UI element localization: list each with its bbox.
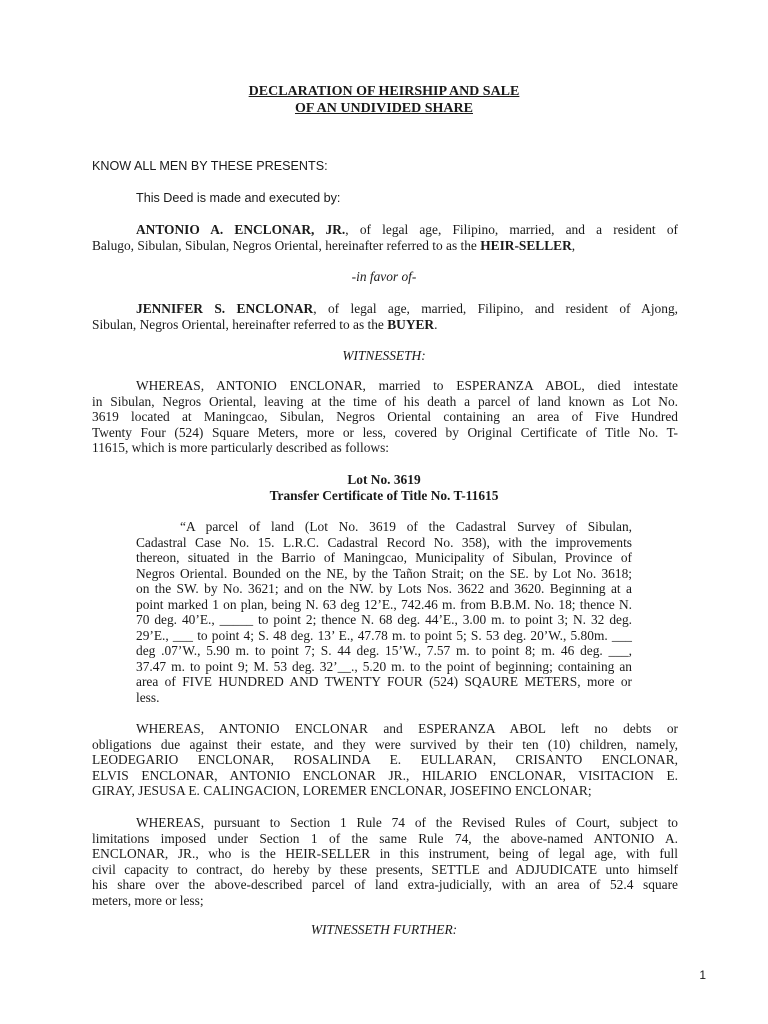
buyer-role: BUYER (387, 316, 435, 332)
parcel-line: on the SW. by No. 3621; and on the NW. by Lots Nos. 3622 and 3620. Beginning at a (136, 581, 632, 596)
intro-text: KNOW ALL MEN BY THESE PRESENTS: (92, 159, 328, 173)
buyer-line-2-end: . (434, 316, 438, 332)
buyer-line-2 (92, 317, 678, 333)
lot-number: Lot No. 3619 (347, 472, 421, 487)
parcel-line: Negros Oriental. Bounded on the NE, by the Tañon Strait; on the SE. by Lot No. 3618; (136, 565, 632, 581)
seller-line-2-text: Balugo, Sibulan, Sibulan, Negros Oriental, hereinafter referred to as the (92, 237, 481, 253)
seller-paragraph (92, 222, 678, 253)
seller-line-1-text: , of legal age, Filipino, married, and a resident of (345, 222, 678, 237)
buyer-line-1-text: , of legal age, married, Filipino, and resident of Ajong, (313, 301, 678, 316)
whereas-3-line: WHEREAS, pursuant to Section 1 Rule 74 of the Revised Rules of Court, subject to (136, 815, 678, 830)
whereas-3-line: civil capacity to contract, do hereby by these presents, SETTLE and ADJUDICATE unto himself (92, 861, 678, 877)
deed-line: This Deed is made and executed by: (136, 191, 341, 205)
parcel-line: 70 deg. 40’E., _____ to point 2; thence N. 68 deg. 44’E., 3.00 m. to point 3; N. 32 deg. (136, 612, 632, 627)
whereas-1-line: in Sibulan, Negros Oriental, leaving at the time of his death a parcel of land known as Lot No. (92, 393, 678, 409)
parcel-line: 37.47 m. to point 9; M. 53 deg. 32’__., 5.20 m. to the point of beginning; containing an (136, 658, 632, 674)
seller-name: ANTONIO A. ENCLONAR, JR. (136, 222, 346, 237)
lot-title: Transfer Certificate of Title No. T-11615 (269, 488, 499, 503)
witnesseth-further-heading: WITNESSETH FURTHER: (310, 922, 458, 937)
whereas-1-line: 11615, which is more particularly described as follows: (92, 440, 389, 455)
whereas-2-paragraph (92, 721, 678, 799)
whereas-2-line: LEODEGARIO ENCLONAR, ROSALINDA E. EULLARAN, CRISANTO ENCLONAR, (92, 752, 678, 767)
parcel-line: less. (136, 689, 160, 705)
parcel-line: area of FIVE HUNDRED AND TWENTY FOUR (524) SQAURE METERS, more or (136, 674, 632, 689)
parcel-line: deg .07’W., 5.90 m. to point 7; S. 44 deg. 15’W., 7.57 m. to point 8; m. 46 deg. ___, (136, 643, 632, 658)
whereas-1-paragraph (92, 378, 678, 456)
document-title-line-2: OF AN UNDIVIDED SHARE (294, 101, 473, 116)
whereas-3-line: meters, more or less; (92, 892, 204, 908)
whereas-3-line: limitations imposed under Section 1 of the same Rule 74, the above-named ANTONIO A. (92, 830, 678, 846)
document-title-line-1: DECLARATION OF HEIRSHIP AND SALE (248, 84, 520, 99)
parcel-line: thereon, situated in the Barrio of Maningcao, Municipality of Sibulan, Province of (136, 550, 632, 565)
in-favor-of: -in favor of- (351, 269, 417, 284)
seller-line-1 (92, 222, 678, 238)
whereas-1-line: Twenty Four (524) Square Meters, more or less, covered by Original Certificate of Title No. T- (92, 424, 678, 440)
whereas-2-line: WHEREAS, ANTONIO ENCLONAR and ESPERANZA ABOL left no debts or (136, 721, 678, 736)
whereas-3-line: ENCLONAR, JR., who is the HEIR-SELLER in this instrument, being of legal age, with full (92, 846, 678, 861)
whereas-1-line: WHEREAS, ANTONIO ENCLONAR, married to ESPERANZA ABOL, died intestate (136, 378, 678, 393)
parcel-description (136, 519, 632, 705)
buyer-paragraph (92, 301, 678, 332)
parcel-line: “A parcel of land (Lot No. 3619 of the Cadastral Survey of Sibulan, (180, 519, 632, 534)
whereas-2-line: obligations due against their estate, and they were survived by their ten (10) children, namely, (92, 736, 678, 752)
buyer-line-2-text: Sibulan, Negros Oriental, hereinafter referred to as the (92, 316, 388, 332)
buyer-line-1 (92, 301, 678, 317)
buyer-name: JENNIFER S. ENCLONAR (136, 301, 314, 316)
seller-role: HEIR-SELLER (480, 237, 572, 253)
parcel-line: 29’E., ___ to point 4; S. 48 deg. 13’ E., 47.78 m. to point 5; S. 53 deg. 20’W., 5.80m. ___ (136, 627, 632, 643)
whereas-3-line: his share over the above-described parcel of land extra-judicially, with an area of 52.4 square (92, 877, 678, 892)
parcel-line: Cadastral Case No. 15. L.R.C. Cadastral Record No. 358), with the improvements (136, 534, 632, 550)
seller-line-2-end: , (571, 237, 576, 253)
whereas-2-line: ELVIS ENCLONAR, ANTONIO ENCLONAR JR., HILARIO ENCLONAR, VISITACION E. (92, 767, 678, 783)
witnesseth-heading: WITNESSETH: (342, 348, 426, 363)
whereas-3-paragraph (92, 815, 678, 908)
whereas-1-line: 3619 located at Maningcao, Sibulan, Negros Oriental containing an area of Five Hundred (92, 409, 678, 424)
whereas-2-line: GIRAY, JESUSA E. CALINGACION, LOREMER ENCLONAR, JOSEFINO ENCLONAR; (92, 783, 592, 798)
page-number: 1 (699, 968, 706, 982)
parcel-line: point marked 1 on plan, being N. 63 deg 12’E., 742.46 m. from B.B.M. No. 18; thence N. (136, 596, 632, 612)
seller-line-2 (92, 238, 678, 254)
